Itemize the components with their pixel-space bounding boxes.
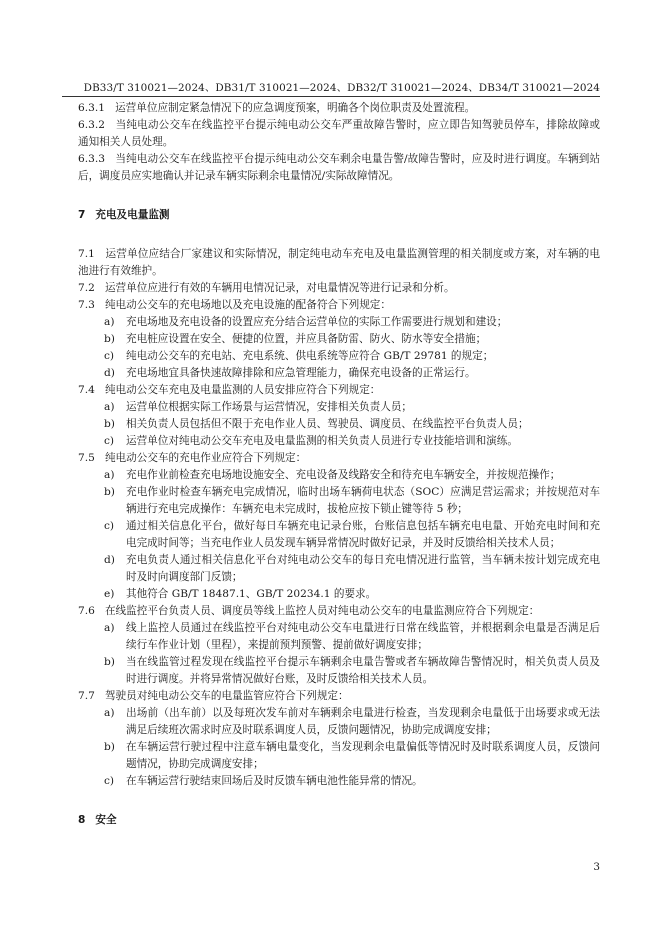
clause-7-4 <box>78 382 600 399</box>
section-number: 7 <box>78 209 86 221</box>
page-number: 3 <box>593 861 600 873</box>
list-item <box>78 654 600 688</box>
section-7-heading <box>78 207 600 224</box>
item-text: 运营单位对纯电动公交车充电及电量监测的相关负责人员进行专业技能培训和演练。 <box>126 435 518 447</box>
clause-number: 7.5 <box>78 452 95 464</box>
clause-number: 6.3.1 <box>78 102 105 114</box>
item-label: c) <box>104 520 115 532</box>
list-item <box>78 348 600 365</box>
item-label: a) <box>104 469 115 481</box>
item-label: b) <box>104 741 115 753</box>
list-item <box>78 586 600 603</box>
clause-text: 当纯电动公交车在线监控平台提示纯电动公交车严重故障告警时，应立即告知驾驶员停车，排除故障或通知相关人员处理。 <box>78 119 601 148</box>
list-item <box>78 365 600 382</box>
item-text: 充电桩应设置在安全、便捷的位置，并应具备防雷、防火、防水等安全措施； <box>126 333 487 345</box>
list-item <box>78 705 600 739</box>
item-text: 在车辆运营行驶结束回场后及时反馈车辆电池性能异常的情况。 <box>126 775 423 787</box>
item-text: 纯电动公交车的充电站、充电系统、供电系统等应符合 GB/T 29781 的规定； <box>126 350 494 362</box>
item-text: 当在线监管过程发现在线监控平台提示车辆剩余电量告警或者车辆故障告警情况时，相关负责人员及时进行调度。并将异常情况做好台账，及时反馈给相关技术人员。 <box>126 656 600 685</box>
item-label: c) <box>104 350 115 362</box>
clause-6-3-1 <box>78 100 600 117</box>
clause-7-6 <box>78 603 600 620</box>
clause-number: 7.6 <box>78 605 95 617</box>
item-label: b) <box>104 656 115 668</box>
list-item <box>78 433 600 450</box>
clause-number: 6.3.2 <box>78 119 105 131</box>
item-text: 线上监控人员通过在线监控平台对纯电动公交车电量进行日常在线监管，并根据剩余电量是否满足后续行车作业计划（里程），来提前预判预警、提前做好调度安排； <box>126 622 600 651</box>
item-text: 在车辆运营行驶过程中注意车辆电量变化，当发现剩余电量偏低等情况时及时联系调度人员，反馈问题情况，协助完成调度安排； <box>126 741 600 770</box>
clause-7-5 <box>78 450 600 467</box>
item-label: d) <box>104 554 115 566</box>
section-8-heading <box>78 812 600 829</box>
list-item <box>78 467 600 484</box>
item-text: 充电场地宜具备快速故障排除和应急管理能力，确保充电设备的正常运行。 <box>126 367 476 379</box>
item-text: 充电作业时检查车辆充电完成情况，临时出场车辆荷电状态（SOC）应满足营运需求；并按规范对车辆进行充电完成操作：车辆充电未完成时，拔枪应按下锁止键等待 5 秒； <box>126 486 600 515</box>
item-label: c) <box>104 775 115 787</box>
section-title: 充电及电量监测 <box>95 209 170 221</box>
list-item <box>78 399 600 416</box>
item-text: 充电场地及充电设备的设置应充分结合运营单位的实际工作需要进行规划和建设； <box>126 316 508 328</box>
list-item <box>78 552 600 586</box>
clause-7-2 <box>78 280 600 297</box>
clause-number: 7.7 <box>78 690 95 702</box>
item-label: b) <box>104 418 115 430</box>
document-body <box>78 100 600 851</box>
item-label: c) <box>104 435 115 447</box>
section-title: 安全 <box>95 814 117 826</box>
list-item <box>78 484 600 518</box>
item-text: 运营单位根据实际工作场景与运营情况，安排相关负责人员； <box>126 401 413 413</box>
item-label: d) <box>104 367 115 379</box>
clause-text: 纯电动公交车充电及电量监测的人员安排应符合下列规定： <box>104 384 381 396</box>
clause-text: 纯电动公交车的充电作业应符合下列规定： <box>104 452 307 464</box>
list-item <box>78 314 600 331</box>
list-item <box>78 739 600 773</box>
header-rule <box>62 96 600 97</box>
clause-number: 7.1 <box>78 248 95 260</box>
clause-text: 运营单位应进行有效的车辆用电情况记录，对电量情况等进行记录和分析。 <box>104 282 455 294</box>
list-item <box>78 620 600 654</box>
item-label: a) <box>104 316 115 328</box>
list-item <box>78 331 600 348</box>
section-number: 8 <box>78 814 86 826</box>
item-label: a) <box>104 707 115 719</box>
clause-text: 在线监控平台负责人员、调度员等线上监控人员对纯电动公交车的电量监测应符合下列规定： <box>104 605 540 617</box>
clause-6-3-2 <box>78 117 600 151</box>
item-text: 其他符合 GB/T 18487.1、GB/T 20234.1 的要求。 <box>126 588 377 600</box>
item-label: b) <box>104 486 115 498</box>
item-label: b) <box>104 333 115 345</box>
clause-text: 当纯电动公交车在线监控平台提示纯电动公交车剩余电量告警/故障告警时，应及时进行调度。车辆到站后，调度员应实地确认并记录车辆实际剩余电量情况/实际故障情况。 <box>78 153 600 182</box>
clause-number: 7.3 <box>78 299 95 311</box>
clause-7-1 <box>78 246 600 280</box>
list-item <box>78 416 600 433</box>
clause-number: 7.2 <box>78 282 95 294</box>
item-text: 相关负责人员包括但不限于充电作业人员、驾驶员、调度员、在线监控平台负责人员； <box>126 418 529 430</box>
clause-6-3-3 <box>78 151 600 185</box>
list-item <box>78 518 600 552</box>
item-text: 出场前（出车前）以及每班次发车前对车辆剩余电量进行检查，当发现剩余电量低于出场要求或无法满足后续班次需求时应及时联系调度人员，反馈问题情况，协助完成调度安排； <box>126 707 600 736</box>
item-text: 充电负责人通过相关信息化平台对纯电动公交车的每日充电情况进行监管，当车辆未按计划完成充电时及时向调度部门反馈； <box>126 554 600 583</box>
clause-number: 7.4 <box>78 384 95 396</box>
item-text: 充电作业前检查充电场地设施安全、充电设备及线路安全和待充电车辆安全，并按规范操作； <box>126 469 561 481</box>
clause-text: 驾驶员对纯电动公交车的电量监管应符合下列规定： <box>104 690 349 702</box>
item-label: e) <box>104 588 115 600</box>
item-text: 通过相关信息化平台，做好每日车辆充电记录台账，台账信息包括车辆充电电量、开始充电时间和充电完成时间等；当充电作业人员发现车辆异常情况时做好记录，并及时反馈给相关技术人员； <box>126 520 600 549</box>
clause-text: 运营单位应结合厂家建议和实际情况，制定纯电动车充电及电量监测管理的相关制度或方案，对车辆的电池进行有效维护。 <box>78 248 600 277</box>
item-label: a) <box>104 401 115 413</box>
clause-number: 6.3.3 <box>78 153 105 165</box>
clause-text: 纯电动公交车的充电场地以及充电设施的配备符合下列规定： <box>104 299 391 311</box>
clause-7-3 <box>78 297 600 314</box>
list-item <box>78 773 600 790</box>
clause-7-7 <box>78 688 600 705</box>
standard-number-header: DB33/T 310021—2024、DB31/T 310021—2024、DB32/T 310021—2024、DB34/T 310021—2024 <box>83 82 600 94</box>
clause-text: 运营单位应制定紧急情况下的应急调度预案，明确各个岗位职责及处置流程。 <box>115 102 476 114</box>
item-label: a) <box>104 622 115 634</box>
